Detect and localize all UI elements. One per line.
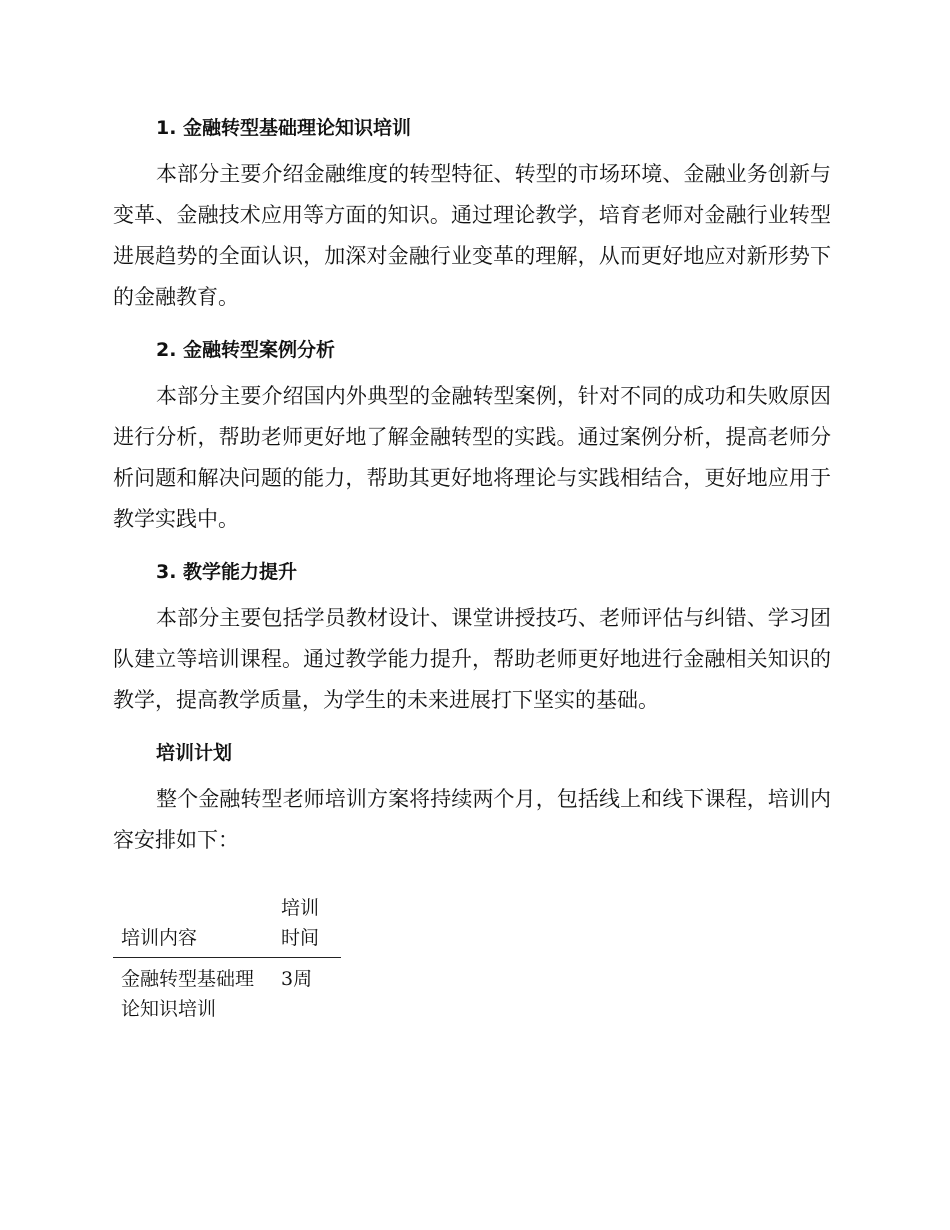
- table-row: [113, 958, 341, 1025]
- training-plan-heading: 培训计划: [156, 742, 233, 764]
- section-body-1: 本部分主要介绍金融维度的转型特征、转型的市场环境、金融业务创新与变革、金融技术应用等方面的知识。通过理论教学，培育老师对金融行业转型进展趋势的全面认识，加深对金融行业变革的理解，从而更好地应对新形势下的金融教育。: [113, 162, 831, 309]
- table-header-content: 培训内容: [113, 893, 273, 958]
- training-schedule-table: [113, 893, 341, 1024]
- section-heading-3: 3. 教学能力提升: [156, 561, 298, 583]
- document-content: [113, 108, 831, 1024]
- section-heading-1: 1. 金融转型基础理论知识培训: [156, 117, 412, 139]
- section-body-2: 本部分主要介绍国内外典型的金融转型案例，针对不同的成功和失败原因进行分析，帮助老师更好地了解金融转型的实践。通过案例分析，提高老师分析问题和解决问题的能力，帮助其更好地将理论与实践相结合，更好地应用于教学实践中。: [113, 384, 831, 531]
- training-plan-body: 整个金融转型老师培训方案将持续两个月，包括线上和线下课程，培训内容安排如下：: [113, 787, 831, 852]
- section-heading-2: 2. 金融转型案例分析: [156, 339, 336, 361]
- section-body-3: 本部分主要包括学员教材设计、课堂讲授技巧、老师评估与纠错、学习团队建立等培训课程。通过教学能力提升，帮助老师更好地进行金融相关知识的教学，提高教学质量，为学生的未来进展打下坚实的基础。: [113, 606, 831, 712]
- table-header-time: 培训时间: [273, 893, 341, 958]
- table-cell-time: 3周: [281, 968, 313, 990]
- table-header-row: [113, 893, 341, 958]
- table-cell-content: 金融转型基础理论知识培训: [121, 968, 255, 1020]
